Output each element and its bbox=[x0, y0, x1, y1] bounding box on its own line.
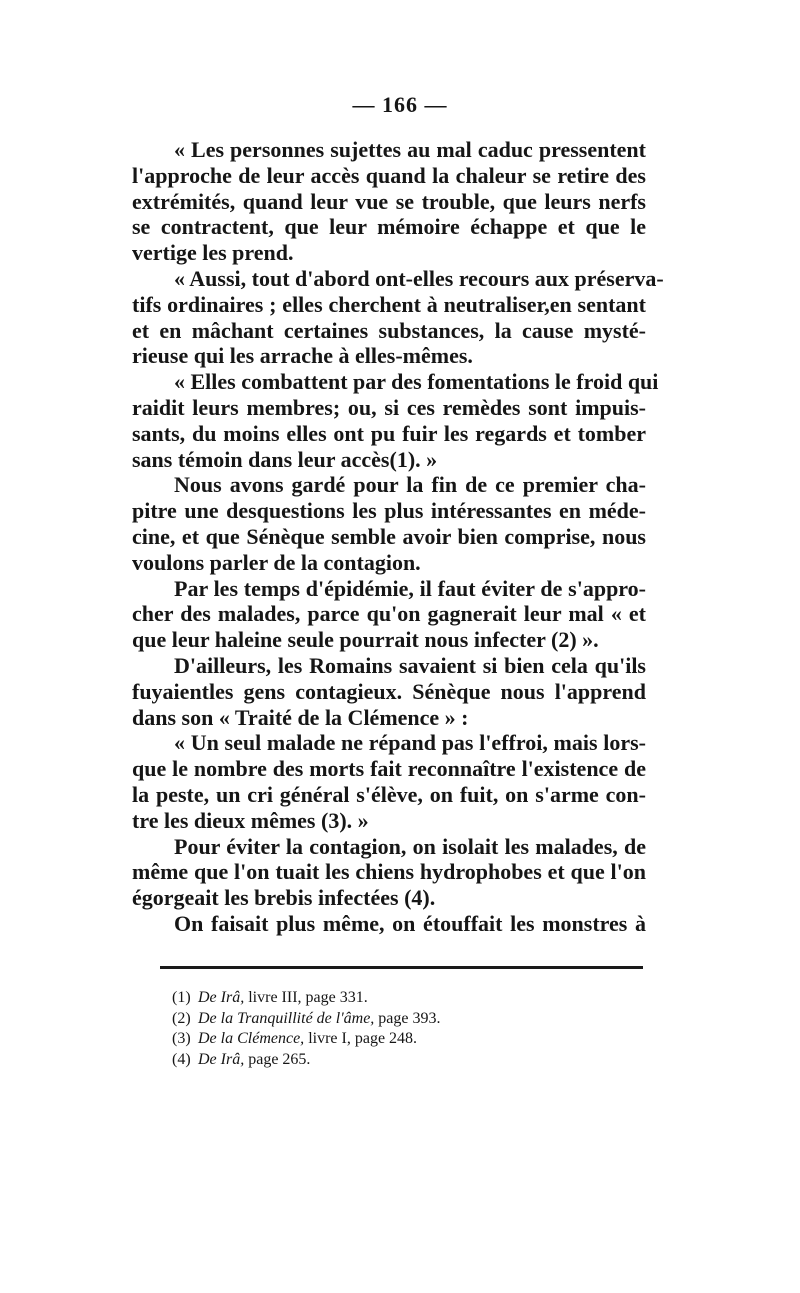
text-line: D'ailleurs, les Romains savaient si bien cela qu'ils bbox=[174, 652, 646, 678]
text-line: se contractent, que leur mémoire échappe et que le bbox=[132, 214, 646, 240]
text-line: extrémités, quand leur vue se trouble, que leurs nerfs bbox=[132, 188, 646, 214]
text-line: que leur haleine seule pourrait nous infecter (2) ». bbox=[132, 627, 599, 653]
footnote-number: (4) bbox=[172, 1050, 191, 1068]
footnote-number: (3) bbox=[172, 1030, 191, 1047]
text-line: sans témoin dans leur accès(1). » bbox=[132, 446, 438, 472]
footnote-reference: livre I, page 248. bbox=[304, 1030, 418, 1047]
footnote-title: De Irâ, bbox=[198, 1050, 245, 1068]
page-number: — 166 — bbox=[352, 92, 448, 117]
text-line: pitre une desquestions les plus intéressantes en méde- bbox=[132, 498, 646, 524]
text-line: cher des malades, parce qu'on gagnerait leur mal « et bbox=[132, 601, 646, 627]
footnote-reference: page 393. bbox=[374, 1009, 441, 1027]
text-line: la peste, un cri général s'élève, on fuit, on s'arme con- bbox=[132, 781, 646, 807]
footnote-title: De la Tranquillité de l'âme, bbox=[198, 1009, 375, 1027]
text-line: fuyaientles gens contagieux. Sénèque nous l'apprend bbox=[132, 678, 646, 704]
text-line: On faisait plus même, on étouffait les monstres à bbox=[174, 910, 646, 936]
text-line: « Aussi, tout d'abord ont-elles recours aux préserva- bbox=[174, 265, 664, 291]
text-line: voulons parler de la contagion. bbox=[132, 549, 421, 575]
text-line: tifs ordinaires ; elles cherchent à neutraliser,en sentant bbox=[132, 291, 646, 317]
footnote-reference: livre III, page 331. bbox=[244, 989, 368, 1006]
text-line: Nous avons gardé pour la fin de ce premier cha- bbox=[174, 472, 646, 498]
text-line: rieuse qui les arrache à elles-mêmes. bbox=[132, 343, 473, 369]
text-line: l'approche de leur accès quand la chaleur se retire des bbox=[132, 162, 646, 188]
footnote bbox=[172, 1029, 592, 1050]
text-line: « Les personnes sujettes au mal caduc pressentent bbox=[174, 137, 646, 162]
text-line: vertige les prend. bbox=[132, 240, 294, 266]
text-line: « Elles combattent par des fomentations le froid qui bbox=[174, 369, 659, 395]
footnote-title: De la Clémence, bbox=[198, 1030, 305, 1047]
text-line: tre les dieux mêmes (3). » bbox=[132, 807, 369, 833]
text-line: que le nombre des morts fait reconnaître l'existence de bbox=[132, 756, 646, 782]
body-text bbox=[132, 137, 664, 937]
footnote-number: (2) bbox=[172, 1009, 191, 1027]
footnote-number: (1) bbox=[172, 989, 191, 1006]
text-line: sants, du moins elles ont pu fuir les regards et tomber bbox=[132, 420, 646, 446]
text-line: et en mâchant certaines substances, la cause mysté- bbox=[132, 317, 646, 343]
footnote bbox=[172, 1009, 592, 1030]
text-line: « Un seul malade ne répand pas l'effroi, mais lors- bbox=[174, 730, 646, 756]
footnote-separator bbox=[160, 966, 643, 969]
text-line: dans son « Traité de la Clémence » : bbox=[132, 704, 469, 730]
text-line: cine, et que Sénèque semble avoir bien comprise, nous bbox=[132, 523, 646, 549]
text-line: Pour éviter la contagion, on isolait les malades, de bbox=[174, 833, 646, 859]
footnotes bbox=[172, 988, 592, 1070]
text-line: raidit leurs membres; ou, si ces remèdes sont impuis- bbox=[132, 394, 646, 420]
text-line: Par les temps d'épidémie, il faut éviter de s'appro- bbox=[174, 575, 646, 601]
footnote-title: De Irâ, bbox=[198, 989, 245, 1006]
footnote bbox=[172, 1050, 592, 1071]
footnote-reference: page 265. bbox=[244, 1050, 311, 1068]
text-line: même que l'on tuait les chiens hydrophobes et que l'on bbox=[132, 859, 646, 885]
text-line: égorgeait les brebis infectées (4). bbox=[132, 885, 436, 911]
footnote bbox=[172, 988, 592, 1009]
